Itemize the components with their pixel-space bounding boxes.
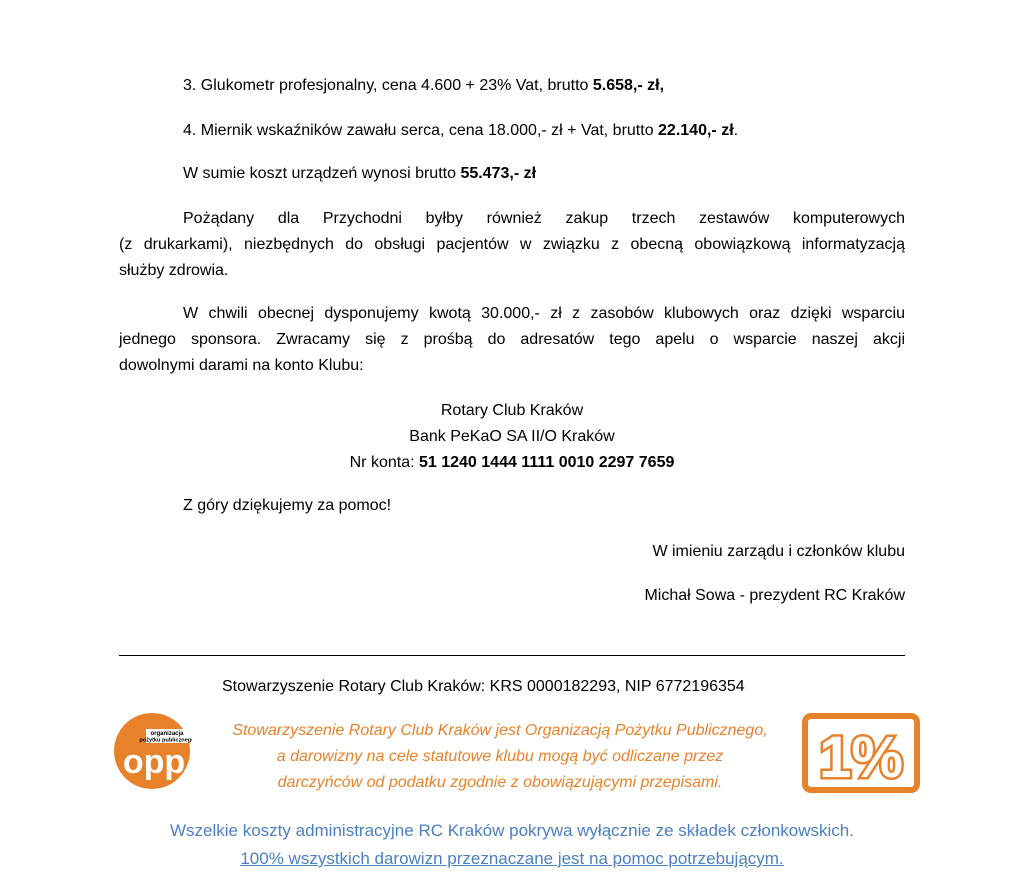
paragraph-funding bbox=[119, 301, 905, 379]
item-4-tail: . bbox=[733, 122, 739, 139]
paragraph-computers-line-3: służby zdrowia. bbox=[119, 262, 229, 279]
paragraph-funding-line-1: W chwili obecnej dysponujemy kwotą 30.000,- zł z zasobów klubowych oraz dzięki wsparciu bbox=[183, 305, 905, 322]
footer-registration: Stowarzyszenie Rotary Club Kraków: KRS 0000182293, NIP 6772196354 bbox=[222, 678, 745, 695]
one-percent-text: 1% bbox=[819, 725, 903, 790]
paragraph-computers bbox=[119, 206, 905, 284]
item-4-amount: 22.140,- zł bbox=[658, 122, 734, 139]
item-4-text: 4. Miernik wskaźników zawału serca, cena 18.000,- zł + Vat, brutto bbox=[183, 122, 659, 139]
thanks-line: Z góry dziękujemy za pomoc! bbox=[183, 497, 392, 514]
paragraph-funding-line-2: jednego sponsora. Zwracamy się z prośbą do adresatów tego apelu o wsparcie naszej akcji bbox=[119, 331, 905, 348]
paragraph-computers-line-1: Pożądany dla Przychodni byłby również zakup trzech zestawów komputerowych bbox=[183, 210, 905, 227]
footer-donations-link[interactable]: 100% wszystkich darowizn przeznaczane jest na pomoc potrzebującym. bbox=[240, 849, 784, 868]
total-amount: 55.473,- zł bbox=[460, 165, 537, 182]
item-3 bbox=[183, 75, 664, 97]
footer-donations-wrap bbox=[80, 846, 944, 872]
signature-on-behalf: W imieniu zarządu i członków klubu bbox=[652, 543, 905, 560]
bank-account-number: 51 1240 1444 1111 0010 2297 7659 bbox=[418, 454, 675, 471]
one-percent-logo bbox=[802, 713, 920, 793]
footer-costs: Wszelkie koszty administracyjne RC Kraków pokrywa wyłącznie ze składek członkowskich. bbox=[169, 821, 854, 840]
item-4 bbox=[183, 120, 738, 142]
total-cost bbox=[183, 163, 536, 185]
opp-statement-line-2: a darowizny na cele statutowe klubu mogą być odliczane przez bbox=[276, 748, 724, 765]
opp-statement-line-1: Stowarzyszenie Rotary Club Kraków jest Organizacją Pożytku Publicznego, bbox=[232, 722, 768, 739]
opp-logo-small-text-2: pożytku publicznego bbox=[139, 737, 192, 744]
bank-branch: Bank PeKaO SA II/O Kraków bbox=[409, 428, 615, 445]
paragraph-funding-line-3: dowolnymi darami na konto Klubu: bbox=[119, 357, 364, 374]
opp-logo-small-text-1: organizacja bbox=[150, 731, 184, 737]
bank-account bbox=[119, 450, 905, 476]
paragraph-computers-line-2: (z drukarkami), niezbędnych do obsługi pacjentów w związku z obecną obowiązkową informatyzacją bbox=[119, 236, 905, 253]
bank-details bbox=[119, 398, 905, 476]
bank-account-label: Nr konta: bbox=[349, 454, 419, 471]
bank-club-name: Rotary Club Kraków bbox=[440, 402, 584, 419]
total-text: W sumie koszt urządzeń wynosi brutto bbox=[183, 165, 461, 182]
footer-divider bbox=[119, 655, 905, 656]
opp-logo-text: opp bbox=[122, 743, 186, 781]
signature-signer: Michał Sowa - prezydent RC Kraków bbox=[644, 587, 905, 604]
item-3-text: 3. Glukometr profesjonalny, cena 4.600 + 23% Vat, brutto bbox=[183, 77, 593, 94]
opp-statement-line-3: darczyńców od podatku zgodnie z obowiązującymi przepisami. bbox=[277, 774, 723, 791]
item-3-amount: 5.658,- zł, bbox=[592, 77, 665, 94]
opp-statement bbox=[140, 718, 860, 796]
